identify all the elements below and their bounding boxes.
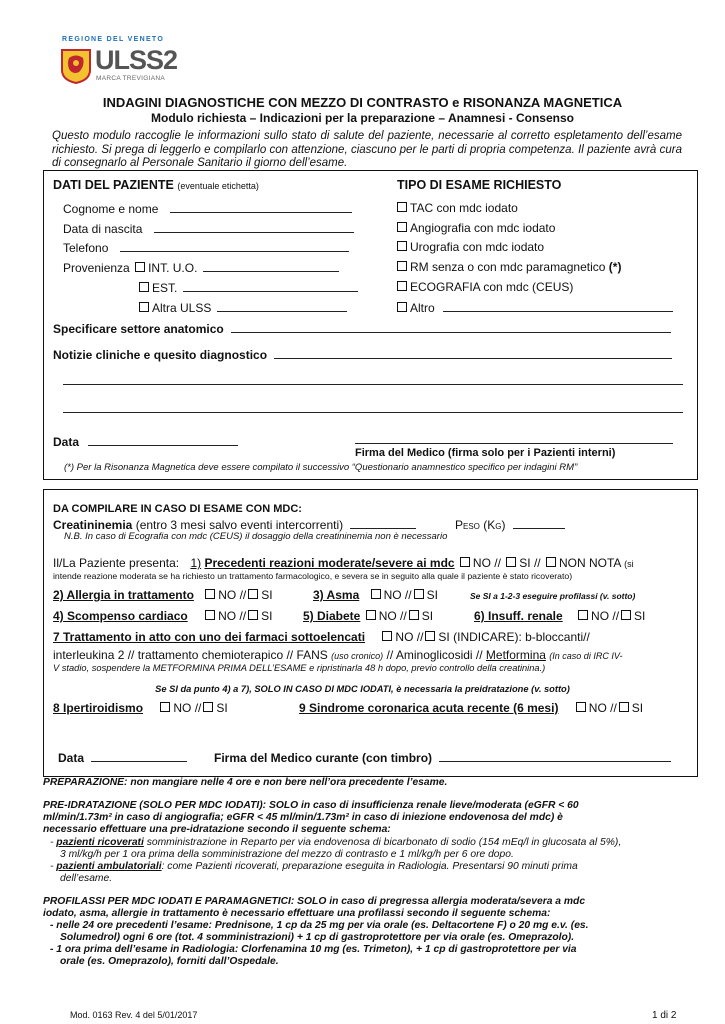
checkbox-icon[interactable] [135,262,145,272]
peso-field[interactable]: Peso (Kg) [455,517,565,532]
profilassi-note: Se SI a 1-2-3 eseguire profilassi (v. sotto) [470,591,636,601]
q8-row[interactable]: 8 Ipertiroidismo NO // SI [53,701,228,715]
request-data-field[interactable]: Data [53,434,238,449]
checkbox-icon[interactable] [397,302,407,312]
ambulatoriali-item: - pazienti ambulatoriali: come Pazienti ricoverati, preparazione eseguita in Radiologia. Presentarsi 90 minuti prima dell’esame. [50,861,578,884]
page-title: INDAGINI DIAGNOSTICHE CON MEZZO DI CONTRASTO e RISONANZA MAGNETICA [102,95,623,110]
firma-line[interactable] [355,443,673,444]
firma-curante-field[interactable]: Firma del Medico curante (con timbro) [214,750,671,765]
provenienza-altra[interactable]: Altra ULSS [137,300,347,315]
exam-eco[interactable]: ECOGRAFIA con mdc (CEUS) [395,280,573,294]
profilassi-1h-item: - 1 ora prima dell’esame in Radiologia: Clorfenamina 10 mg (es. Trimeton), + 1 cp di gastroprotettore per via orale (es. Omeprazolo), forniti dall’Ospedale. [50,944,577,967]
ricoverati-item: - pazienti ricoverati somministrazione in Reparto per via endovenosa di bicarbonato di sodio (154 mEq/l in glucosata al 5%), 3 ml/kg/h per 1 ora prima della somministrazione del mezzo di contrasto e 1 ml/kg/h per 6 ore dopo. [50,837,622,860]
notizie-line-3[interactable] [63,412,683,413]
patient-heading: DATI DEL PAZIENTE (eventuale etichetta) [53,178,259,192]
checkbox-icon[interactable] [160,702,170,712]
q7-drugs: interleukina 2 // trattamento chemioterapico // FANS (uso cronico) // Aminoglicosidi // Metformina (In caso di IRC IV- [53,648,623,662]
q5-row[interactable]: 5) Diabete NO // SI [303,609,434,623]
q7-row[interactable]: 7 Trattamento in atto con uno dei farmaci sottoelencati NO // SI (INDICARE): b-bloccanti// [53,630,590,644]
checkbox-icon[interactable] [397,281,407,291]
page-subtitle: Modulo richiesta – Indicazioni per la preparazione – Anamnesi - Consenso [151,111,574,125]
module-code: Mod. 0163 Rev. 4 del 5/01/2017 [70,1010,198,1020]
q1-row[interactable]: Il/La Paziente presenta: 1) Precedenti reazioni moderate/severe ai mdc NO // SI // NON NOTA (si [53,556,634,570]
rm-note: (*) Per la Risonanza Magnetica deve essere compilato il successivo “Questionario anamnestico specifico per indagini RM” [64,462,578,473]
exam-angio[interactable]: Angiografia con mdc iodato [395,221,555,235]
preidratazione-note: Se SI da punto 4) a 7), SOLO IN CASO DI MDC IODATI, è necessaria la preidratazione (v. sotto) [155,684,570,694]
exam-uro[interactable]: Urografia con mdc iodato [395,240,544,254]
checkbox-icon[interactable] [546,557,556,567]
checkbox-icon[interactable] [366,610,376,620]
checkbox-icon[interactable] [139,282,149,292]
checkbox-icon[interactable] [397,241,407,251]
preparazione-text: PREPARAZIONE: non mangiare nelle 4 ore e non bere nell’ora precedente l’esame. [43,777,448,788]
q3-row[interactable]: 3) Asma NO // SI [313,588,438,602]
checkbox-icon[interactable] [397,222,407,232]
profilassi-section: PROFILASSI PER MDC IODATI E PARAMAGNETICI: SOLO in caso di pregressa allergia moderata/severa a mdc iodato, asma, allergie in trattamento è necessario effettuare una profilassi secondo il seguente schema: [43,896,586,919]
mdc-data-field[interactable]: Data [58,750,187,765]
nascita-field[interactable]: Data di nascita [63,221,354,236]
checkbox-icon[interactable] [409,610,419,620]
q1-note: intende reazione moderata se ha richiesto un trattamento farmacologico, e severa se in seguito alla quale il paziente è stato ricoverato) [53,571,573,581]
checkbox-icon[interactable] [578,610,588,620]
ulss-wordmark: ULSS2 [95,45,178,75]
provenienza-int[interactable]: Provenienza INT. U.O. [63,260,339,275]
provenienza-est[interactable]: EST. [137,280,358,295]
marca-label: MARCA TREVIGIANA [96,75,165,82]
exam-heading: TIPO DI ESAME RICHIESTO [397,178,562,192]
checkbox-icon[interactable] [205,589,215,599]
ceus-note: N.B. In caso di Ecografia con mdc (CEUS) il dosaggio della creatininemia non è necessario [64,531,448,542]
metformina-note: V stadio, sospendere la METFORMINA PRIMA DELL’ESAME e ripristinarla 48 h dopo, previo controllo della creatinina.) [53,663,546,673]
exam-altro[interactable]: Altro [395,300,673,315]
preidratazione-section: PRE-IDRATAZIONE (SOLO PER MDC IODATI): SOLO in caso di insufficienza renale lieve/moderata (eGFR < 60 ml/min/1.73m² in caso di angiografia; eGFR < 45 ml/min/1.73m² in caso di iniezione endovenosa del mdc) è necessario effettuare una pre-idratazione secondo il seguente schema: [43,800,579,835]
settore-field[interactable]: Specificare settore anatomico [53,321,671,336]
lion-emblem-icon [60,48,92,84]
ulss-logo [60,36,178,91]
exam-tac[interactable]: TAC con mdc iodato [395,201,518,215]
checkbox-icon[interactable] [139,302,149,312]
firma-medico-label: Firma del Medico (firma solo per i Pazienti interni) [355,447,616,459]
notizie-field[interactable]: Notizie cliniche e quesito diagnostico [53,347,672,362]
notizie-line-2[interactable] [63,384,683,385]
telefono-field[interactable]: Telefono [63,240,349,255]
creat-field[interactable]: Creatininemia (entro 3 mesi salvo eventi intercorrenti) [53,517,416,532]
checkbox-icon[interactable] [425,631,435,641]
exam-rm[interactable]: RM senza o con mdc paramagnetico (*) [395,260,621,274]
cognome-field[interactable]: Cognome e nome [63,201,352,216]
checkbox-icon[interactable] [460,557,470,567]
checkbox-icon[interactable] [397,202,407,212]
checkbox-icon[interactable] [248,610,258,620]
checkbox-icon[interactable] [414,589,424,599]
intro-text: Questo modulo raccoglie le informazioni sullo stato di salute del paziente, necessarie al corretto espletamento dell’esame richiesto. Si prega di leggerlo e compilarlo con attenzione, ciascuno per le parti di propria competenza. Il paziente avrà cura di consegnarlo al Personale Sanitario il giorno dell’esame. [52,130,682,169]
region-label: REGIONE DEL VENETO [62,36,165,43]
checkbox-icon[interactable] [621,610,631,620]
checkbox-icon[interactable] [506,557,516,567]
checkbox-icon[interactable] [203,702,213,712]
checkbox-icon[interactable] [576,702,586,712]
checkbox-icon[interactable] [371,589,381,599]
q9-row[interactable]: 9 Sindrome coronarica acuta recente (6 mesi) NO // SI [299,701,644,715]
mdc-heading: DA COMPILARE IN CASO DI ESAME CON MDC: [53,503,302,515]
checkbox-icon[interactable] [619,702,629,712]
q4-row[interactable]: 4) Scompenso cardiaco NO // SI [53,609,273,623]
checkbox-icon[interactable] [382,631,392,641]
profilassi-24h-item: - nelle 24 ore precedenti l’esame: Prednisone, 1 cp da 25 mg per via orale (es. Deltacortene F) o 20 mg e.v. (es. Solumedrol) ogni 6 ore (tot. 4 somministrazioni) + 1 cp di gastroprotettore per via orale (es. Omeprazolo). [50,920,589,943]
checkbox-icon[interactable] [248,589,258,599]
q2-row[interactable]: 2) Allergia in trattamento NO // SI [53,588,273,602]
checkbox-icon[interactable] [397,261,407,271]
q6-row[interactable]: 6) Insuff. renale NO // SI [474,609,646,623]
page-number: 1 di 2 [652,1010,677,1021]
checkbox-icon[interactable] [205,610,215,620]
